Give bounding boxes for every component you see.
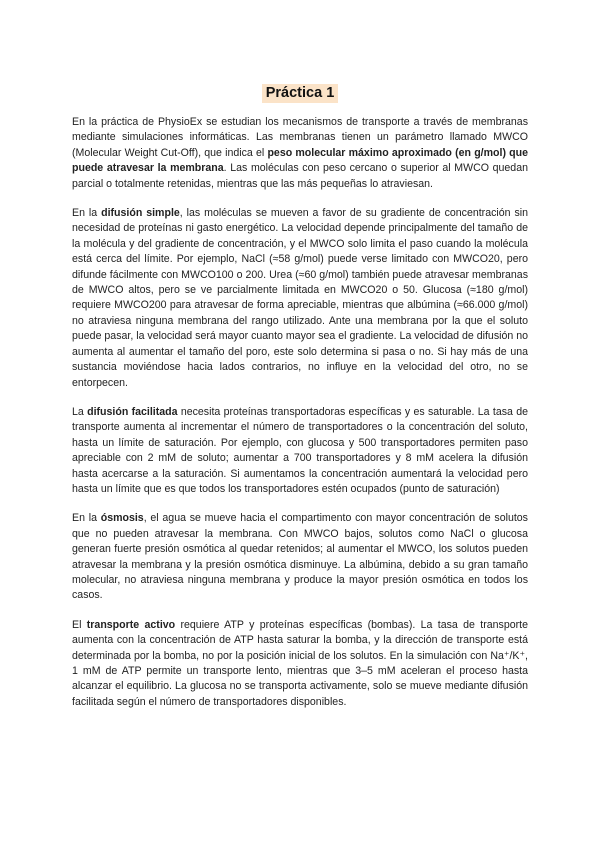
document-body [72, 115, 528, 724]
bold-term: peso molecular máximo aproximado (en g/mol) que puede atravesar la membrana [72, 146, 528, 175]
text-segment: La [72, 405, 88, 418]
title-container [0, 84, 600, 103]
page-title: Práctica 1 [262, 84, 339, 103]
text-segment: . Las moléculas con peso cercano o superior al MWCO quedan parcial o totalmente retenidas, mientras que las más pequeñas lo atraviesan. [72, 162, 528, 190]
bold-term: ósmosis [100, 512, 144, 525]
text-segment: En la [72, 512, 101, 525]
text-segment: requiere ATP y proteínas específicas (bombas). La tasa de transporte aumenta con la concentración de ATP hasta saturar la bomba, y la dirección de transporte está determinada por la bomba, no por la posición inicial de los solutos. En la simulación con Na⁺/K⁺, 1 mM de ATP permite un transporte lento, mientras que 3–5 mM aceleran el proceso hasta alcanzar el equilibrio. La glucosa no se transporta activamente, solo se mueve mediante difusión facilitada según el número de transportadores disponibles. [72, 618, 528, 708]
bold-term: transporte activo [86, 618, 176, 631]
bold-term: difusión facilitada [87, 405, 178, 418]
paragraph-simple-diffusion [72, 206, 528, 391]
text-segment: En la [72, 207, 102, 220]
paragraph-active-transport [72, 618, 528, 710]
paragraph-intro-mwco [72, 115, 528, 192]
text-segment: , el agua se mueve hacia el compartimento con mayor concentración de solutos que no pueden atravesar la membrana. Con MWCO bajos, solutos como NaCl o glucosa generan fuerte presión osmótica al quedar retenidos; al aumentar el MWCO, los solutos pueden atravesar la membrana y la presión osmótica disminuye. La albúmina, debido a su gran tamaño molecular, no atraviesa ninguna membrana y produce la mayor presión osmótica en todos los casos. [72, 512, 528, 602]
paragraph-osmosis [72, 511, 528, 603]
paragraph-facilitated-diffusion [72, 405, 528, 497]
text-segment: necesita proteínas transportadoras específicas y es saturable. La tasa de transporte aumenta al incrementar el número de transportadores o la concentración del soluto, hasta un límite de saturación. Por ejemplo, con glucosa y 500 transportadores permiten paso apreciable con 2 mM de soluto; aumentar a 700 transportadores y 8 mM acelera la difusión hasta acercarse a la saturación. Si aumentamos la concentración aumentará la velocidad pero hasta un límite que es que todos los transportadores estén ocupados (punto de saturación) [72, 405, 528, 495]
text-segment: El [72, 618, 87, 631]
text-segment: , las moléculas se mueven a favor de su gradiente de concentración sin necesidad de proteínas ni gasto energético. La velocidad depende principalmente del tamaño de la molécula y del gradiente de concentración, y el MWCO solo limita el paso cuando la molécula está cerca del límite. Por ejemplo, NaCl (≈58 g/mol) puede verse limitado con MWCO20, pero difunde fácilmente con MWCO100 o 200. Urea (≈60 g/mol) también puede atravesar membranas de MWCO altos, pero se ve parcialmente limitada en MWCO20 o 50. Glucosa (≈180 g/mol) requiere MWCO200 para atravesar de forma apreciable, mientras que albúmina (≈66.000 g/mol) no atraviesa ninguna membrana del rango utilizado. Ante una membrana por la que el soluto puede pasar, la velocidad será mayor cuanto mayor sea el gradiente. La velocidad de difusión no aumenta al aumentar el tamaño del poro, este solo determina si pasa o no. Si hay más de una sustancia moviéndose hacia lados contrarios, no influye en la velocidad del otro, no se entorpecen. [72, 207, 529, 389]
text-segment: En la práctica de PhysioEx se estudian los mecanismos de transporte a través de membranas mediante simulaciones informáticas. Las membranas tienen un parámetro llamado MWCO (Molecular Weight Cut-Off), que indica el [72, 116, 528, 159]
bold-term: difusión simple [101, 207, 180, 220]
